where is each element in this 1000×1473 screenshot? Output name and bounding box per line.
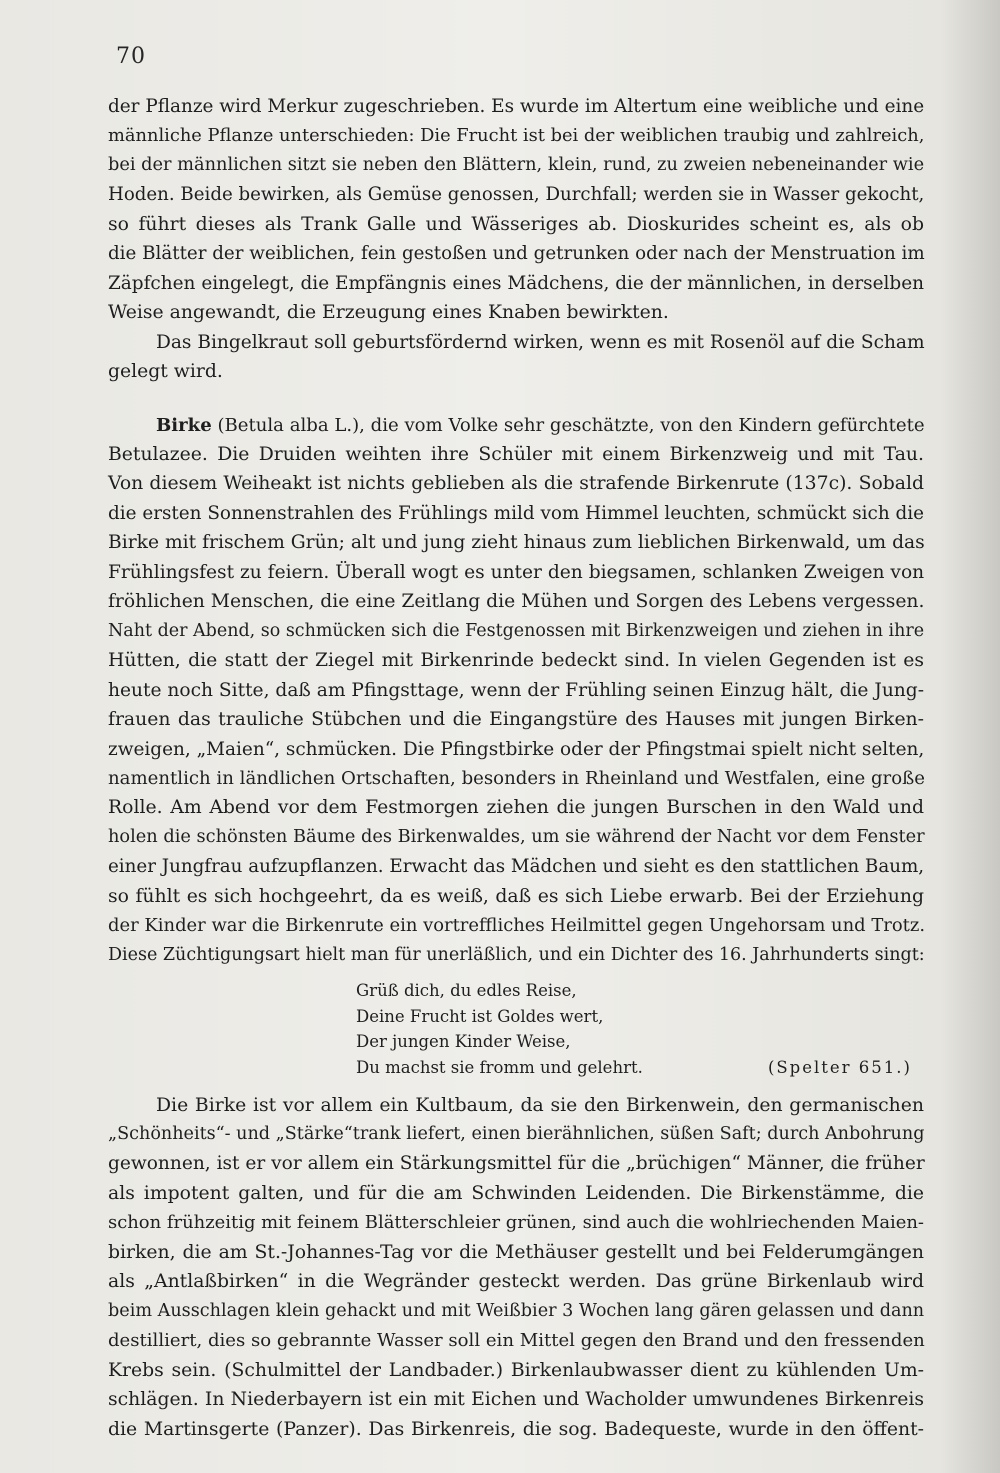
text-line: männliche Pflanze unterschieden: Die Frucht ist bei der weiblichen traubig und zahlreich, — [108, 125, 925, 147]
body-text — [108, 92, 924, 1444]
text-line: die ersten Sonnenstrahlen des Frühlings mild vom Himmel leuchten, schmückt sich die — [108, 502, 924, 524]
text-line: einer Jungfrau aufzupflanzen. Erwacht das Mädchen und sieht es den stattlichen Baum, — [108, 856, 925, 878]
verse-block — [108, 978, 924, 1080]
text-line: Von diesem Weiheakt ist nichts geblieben als die strafende Birkenrute (137c). Sobald — [108, 473, 924, 495]
text-line: Das Bingelkraut soll geburtsfördernd wirken, wenn es mit Rosenöl auf die Scham — [156, 331, 925, 353]
paragraph-mercurialis — [108, 92, 924, 328]
text-line: Hütten, die statt der Ziegel mit Birkenrinde bedeckt sind. In vielen Gegenden ist es — [108, 650, 924, 672]
text-line: schon frühzeitig mit feinem Blätterschleier grünen, sind auch die wohlriechenden Maien- — [108, 1212, 924, 1234]
text-line: Zäpfchen eingelegt, die Empfängnis eines Mädchens, die der männlichen, in derselben — [108, 272, 924, 294]
verse-line: Du machst sie fromm und gelehrt. — [356, 1057, 643, 1077]
text-line: holen die schönsten Bäume des Birkenwaldes, um sie während der Nacht vor dem Fenster — [108, 826, 925, 847]
text-line: die Martinsgerte (Panzer). Das Birkenreis, die sog. Badequeste, wurde in den öffent- — [108, 1418, 924, 1440]
text-line: Hoden. Beide bewirken, als Gemüse genossen, Durchfall; werden sie in Wasser gekocht, — [108, 184, 925, 206]
text-line: gelegt wird. — [108, 361, 223, 383]
text-line: Krebs sein. (Schulmittel der Landbader.) Birkenlaubwasser dient zu kühlenden Um- — [108, 1359, 924, 1381]
text-line: Naht der Abend, so schmücken sich die Festgenossen mit Birkenzweigen und ziehen in ihre — [108, 620, 925, 641]
text-line: gewonnen, ist er vor allem ein Stärkungsmittel für die „brüchigen“ Männer, die früher — [108, 1153, 925, 1175]
text-line — [108, 411, 924, 440]
text-line: Rolle. Am Abend vor dem Festmorgen ziehen die jungen Burschen in den Wald und — [108, 797, 924, 819]
text-line: „Schönheits“- und „Stärke“trank liefert, einen bierähnlichen, süßen Saft; durch Anbohrung — [108, 1123, 925, 1144]
headword-birke: Birke — [156, 414, 212, 436]
text-line: Weise angewandt, die Erzeugung eines Knaben bewirkten. — [108, 302, 669, 324]
text-line: bei der männlichen sitzt sie neben den Blättern, klein, rund, zu zweien nebeneinander wie — [108, 154, 925, 175]
text-line: beim Ausschlagen klein gehackt und mit Weißbier 3 Wochen lang gären gelassen und dann — [108, 1300, 925, 1321]
text-line: frauen das trauliche Stübchen und die Eingangstüre des Hauses mit jungen Birken- — [108, 709, 924, 731]
verse-source: (Spelter 651.) — [767, 1057, 912, 1077]
text-line: zweigen, „Maien“, schmücken. Die Pfingstbirke oder der Pfingstmai spielt nicht selten, — [108, 738, 925, 760]
text-line: heute noch Sitte, daß am Pfingsttage, wenn der Frühling seinen Einzug hält, die Jung- — [108, 679, 924, 701]
text-line: fröhlichen Menschen, die eine Zeitlang die Mühen und Sorgen des Lebens vergessen. — [108, 591, 925, 613]
text-line: schlägen. In Niederbayern ist ein mit Eichen und Wacholder umwundenes Birkenreis — [108, 1389, 924, 1411]
text-line: Betulazee. Die Druiden weihten ihre Schüler mit einem Birkenzweig und mit Tau. — [108, 443, 924, 465]
verse-line: Deine Frucht ist Goldes wert, — [356, 1006, 604, 1026]
text-line: der Kinder war die Birkenrute ein vortreffliches Heilmittel gegen Ungehorsam und Trotz. — [108, 915, 926, 937]
headword-continuation: (Betula alba L.), die vom Volke sehr geschätzte, von den Kindern gefürchtete — [217, 414, 925, 436]
text-line: so fühlt es sich hochgeehrt, da es weiß, daß es sich Liebe erwarb. Bei der Erziehung — [108, 885, 924, 907]
text-line: der Pflanze wird Merkur zugeschrieben. Es wurde im Altertum eine weibliche und eine — [108, 96, 925, 117]
text-line: Frühlingsfest zu feiern. Überall wogt es unter den biegsamen, schlanken Zweigen von — [108, 561, 925, 583]
text-line: die Blätter der weiblichen, fein gestoßen und getrunken oder nach der Menstruation im — [108, 243, 925, 265]
page-number: 70 — [116, 44, 146, 69]
verse-line: Grüß dich, du edles Reise, — [356, 981, 577, 1001]
text-line: destilliert, dies so gebrannte Wasser soll ein Mittel gegen den Brand und den fressenden — [108, 1330, 925, 1352]
text-line: als impotent galten, und für die am Schwinden Leidenden. Die Birkenstämme, die — [108, 1182, 924, 1204]
paragraph-bingelkraut — [108, 328, 924, 387]
text-line: birken, die am St.-Johannes-Tag vor die Methäuser gestellt und bei Felderumgängen — [108, 1241, 924, 1263]
paragraph-birke — [108, 411, 924, 971]
text-line: so führt dieses als Trank Galle und Wässeriges ab. Dioskurides scheint es, als ob — [108, 213, 924, 235]
text-line: Birke mit frischem Grün; alt und jung zieht hinaus zum lieblichen Birkenwald, um das — [108, 532, 925, 554]
text-line: namentlich in ländlichen Ortschaften, besonders in Rheinland und Westfalen, eine große — [108, 767, 925, 789]
section-gap — [108, 387, 924, 411]
verse-line: Der jungen Kinder Weise, — [356, 1032, 571, 1052]
text-line: Die Birke ist vor allem ein Kultbaum, da sie den Birkenwein, den germanischen — [156, 1094, 924, 1116]
text-line: als „Antlaßbirken“ in die Wegränder gesteckt werden. Das grüne Birkenlaub wird — [108, 1271, 924, 1293]
paragraph-kultbaum — [108, 1091, 924, 1444]
text-line: Diese Züchtigungsart hielt man für unerläßlich, und ein Dichter des 16. Jahrhunderts singt: — [108, 944, 925, 965]
